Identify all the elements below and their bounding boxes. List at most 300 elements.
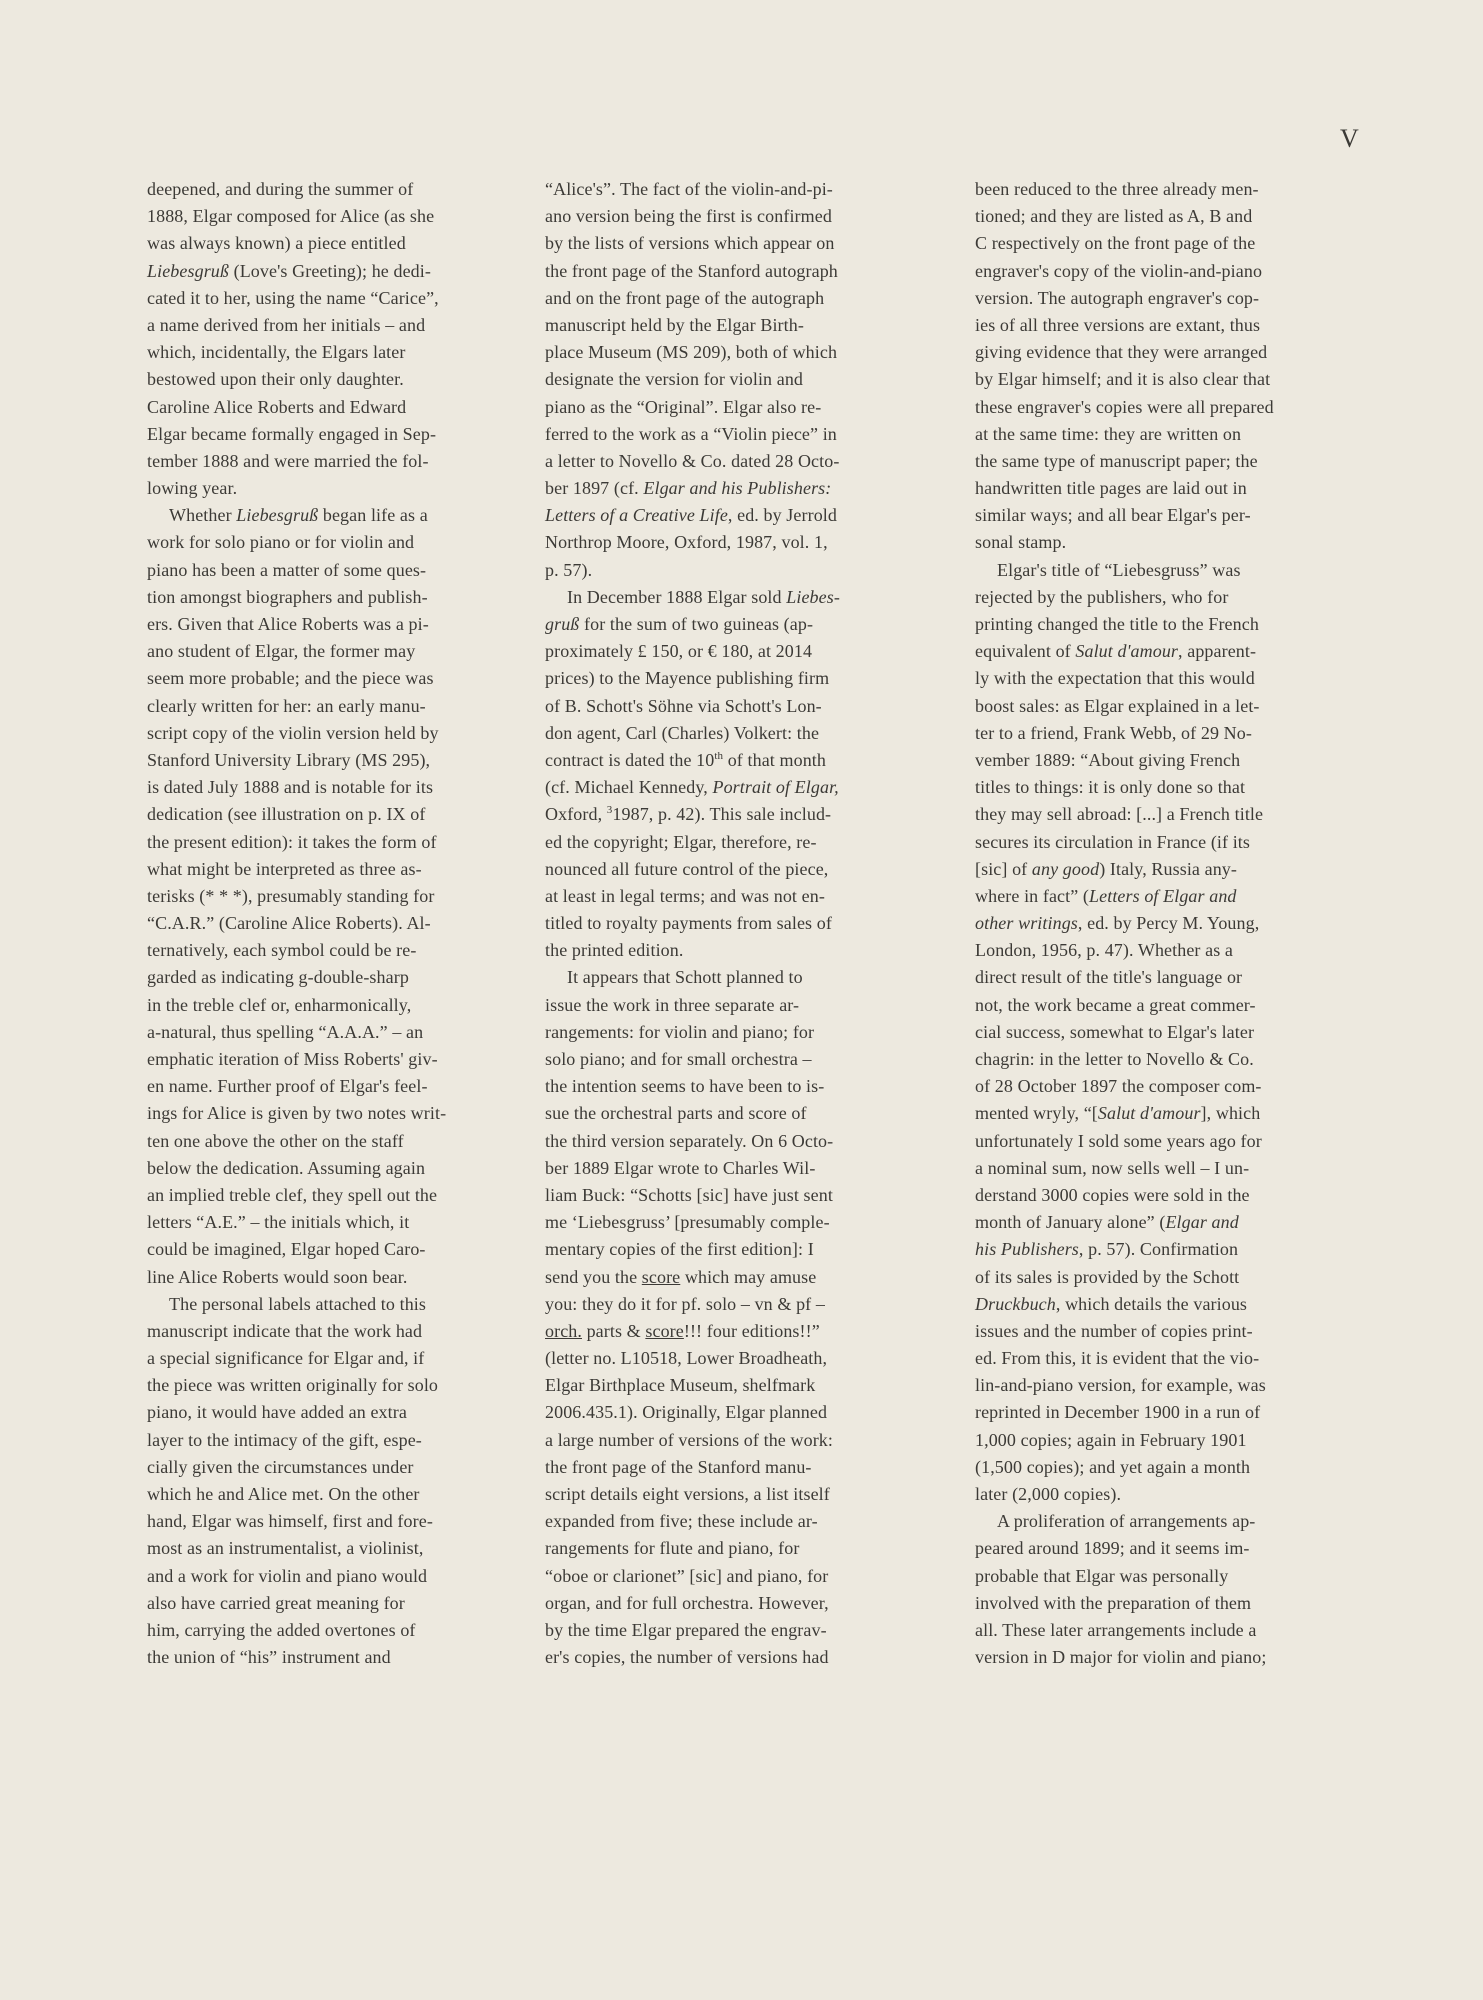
text-line [975,665,1321,692]
text-segment: , which details the various [1055,1293,1248,1314]
text-segment: hand, Elgar was himself, first and fore- [147,1511,433,1532]
text-segment: equivalent of [975,641,1076,662]
text-segment: handwritten title pages are laid out in [975,478,1247,499]
text-segment: the front page of the Stanford autograph [545,260,838,281]
text-segment: the printed edition. [545,940,684,961]
text-line [147,937,493,964]
text-segment: 2006.435.1). Originally, Elgar planned [545,1402,828,1423]
text-line [545,312,891,339]
text-segment: and a work for violin and piano would [147,1565,428,1586]
text-line [147,1019,493,1046]
text-line [545,693,891,720]
text-segment: version in D major for violin and piano; [975,1647,1267,1668]
text-line [147,1427,493,1454]
italic-text: Letters of a Creative Life [545,505,728,526]
text-line [147,964,493,991]
text-line [975,801,1321,828]
text-line [975,529,1321,556]
text-line [975,1291,1321,1318]
text-line [147,312,493,339]
text-segment: they may sell abroad: [...] a French title [975,804,1264,825]
text-line [545,720,891,747]
text-segment: clearly written for her: an early manu- [147,695,426,716]
text-segment: is dated July 1888 and is notable for its [147,777,434,798]
text-segment: also have carried great meaning for [147,1592,405,1613]
text-line [545,638,891,665]
text-segment: was always known) a piece entitled [147,233,406,254]
text-segment: , p. 57). Confirmation [1078,1239,1239,1260]
text-line [975,1182,1321,1209]
text-segment: er's copies, the number of versions had [545,1647,829,1668]
text-segment: a large number of versions of the work: [545,1429,833,1450]
text-line [975,937,1321,964]
text-line [975,1019,1321,1046]
text-line [975,1535,1321,1562]
text-segment: designate the version for violin and [545,369,804,390]
text-line [545,1155,891,1182]
text-line [545,1399,891,1426]
text-line [975,1481,1321,1508]
text-segment: chagrin: in the letter to Novello & Co. [975,1049,1254,1069]
text-line [975,1617,1321,1644]
text-line [147,529,493,556]
text-segment: contract is dated the 10 [545,749,715,770]
text-segment: you: they do it for pf. solo – vn & pf – [545,1293,825,1314]
text-line [545,1508,891,1535]
text-segment: unfortunately I sold some years ago for [975,1130,1262,1151]
text-segment: (cf. Michael Kennedy, [545,777,713,798]
text-segment: piano as the “Original”. Elgar also re- [545,396,822,417]
text-line [147,1481,493,1508]
text-line [975,448,1321,475]
text-line [545,1073,891,1100]
text-line [975,693,1321,720]
text-segment: the union of “his” instrument and [147,1647,391,1668]
text-line [975,1590,1321,1617]
text-segment: (letter no. L10518, Lower Broadheath, [545,1348,828,1369]
text-segment: Northrop Moore, Oxford, 1987, vol. 1, [545,532,828,553]
text-line [147,720,493,747]
text-line [975,339,1321,366]
text-segment: which, incidentally, the Elgars later [147,342,406,363]
text-segment: dedication (see illustration on p. IX of [147,804,426,825]
text-segment: ies of all three versions are extant, thus [975,314,1261,335]
text-line [975,1128,1321,1155]
text-segment: an implied treble clef, they spell out the [147,1184,438,1205]
text-segment: terisks (* * *), presumably standing for [147,885,435,906]
text-segment: seem more probable; and the piece was [147,668,434,689]
text-line [147,611,493,638]
underlined-text: score [645,1320,684,1341]
text-line [975,1209,1321,1236]
text-segment: letters “A.E.” – the initials which, it [147,1212,410,1233]
text-segment: piano, it would have added an extra [147,1402,407,1423]
text-line [147,829,493,856]
text-line [545,964,891,991]
text-line [147,1209,493,1236]
text-segment: rangements for flute and piano, for [545,1538,800,1559]
text-segment: expanded from five; these include ar- [545,1511,818,1532]
text-line [975,992,1321,1019]
text-line [975,1427,1321,1454]
text-line [545,1019,891,1046]
text-segment: a name derived from her initials – and [147,314,426,335]
text-line [975,1399,1321,1426]
text-segment: secures its circulation in France (if its [975,831,1251,852]
text-segment: direct result of the title's language or [975,967,1243,988]
text-segment: p. 57). [545,559,593,580]
text-line [975,1508,1321,1535]
text-line [545,774,891,801]
text-segment: sonal stamp. [975,532,1067,553]
text-line [975,1563,1321,1590]
text-line [147,1617,493,1644]
text-line [147,693,493,720]
text-segment: these engraver's copies were all prepared [975,396,1274,417]
text-segment: It appears that Schott planned to [567,967,803,988]
text-line [975,910,1321,937]
text-segment: reprinted in December 1900 in a run of [975,1402,1261,1423]
text-segment: which may amuse [680,1266,817,1287]
text-segment: lowing year. [147,478,238,499]
text-line [545,1236,891,1263]
text-segment: garded as indicating g-double-sharp [147,967,409,988]
text-line [975,1264,1321,1291]
text-line [545,1644,891,1671]
text-segment: derstand 3000 copies were sold in the [975,1184,1250,1205]
text-line [147,1073,493,1100]
text-segment: titled to royalty payments from sales of [545,913,832,934]
text-line [545,339,891,366]
text-segment: ed. From this, it is evident that the vio- [975,1348,1260,1369]
text-line [147,1155,493,1182]
text-line [975,475,1321,502]
text-segment: The personal labels attached to this [169,1293,427,1314]
text-line [545,1563,891,1590]
text-line [975,1073,1321,1100]
text-line [545,475,891,502]
text-segment: 1,000 copies; again in February 1901 [975,1429,1247,1450]
text-line [975,611,1321,638]
text-segment: where in fact” ( [975,885,1090,906]
text-line [147,258,493,285]
text-segment: ano version being the first is confirmed [545,206,832,227]
text-segment: , ed. by Jerrold [727,505,837,526]
italic-text: Salut d'amour [1097,1103,1201,1124]
text-line [975,584,1321,611]
text-line [975,638,1321,665]
text-line [975,1318,1321,1345]
text-line [147,747,493,774]
text-segment: tioned; and they are listed as A, B and [975,206,1253,227]
text-line [147,1508,493,1535]
text-segment: lin-and-piano version, for example, was [975,1375,1266,1396]
text-line [975,829,1321,856]
text-line [545,1427,891,1454]
text-segment: C respectively on the front page of the [975,233,1256,254]
text-line [147,203,493,230]
text-segment: emphatic iteration of Miss Roberts' giv- [147,1049,438,1069]
text-column-1 [147,176,493,1671]
text-line [545,1454,891,1481]
text-segment: peared around 1899; and it seems im- [975,1538,1250,1559]
text-line [147,176,493,203]
text-segment: Elgar became formally engaged in Sep- [147,423,437,444]
text-line [545,747,891,774]
text-segment: which he and Alice met. On the other [147,1484,420,1504]
text-line [545,801,891,828]
text-line [975,285,1321,312]
text-segment: rangements: for violin and piano; for [545,1021,815,1042]
text-line [147,1100,493,1127]
text-line [975,176,1321,203]
text-segment: manuscript held by the Elgar Birth- [545,314,804,335]
text-line [147,1046,493,1073]
italic-text: Elgar and his Publishers: [643,478,832,499]
text-segment: could be imagined, Elgar hoped Caro- [147,1239,426,1260]
text-line [545,557,891,584]
text-line [147,339,493,366]
text-segment: place Museum (MS 209), both of which [545,342,838,363]
text-line [975,720,1321,747]
text-line [147,584,493,611]
text-line [147,1318,493,1345]
text-segment: , apparent- [1178,641,1257,662]
text-column-3 [975,176,1321,1671]
text-line [975,1454,1321,1481]
text-segment: deepened, and during the summer of [147,179,414,199]
text-segment: mentary copies of the first edition]: I [545,1239,814,1260]
text-line [147,448,493,475]
text-segment: me ‘Liebesgruss’ [presumably comple- [545,1212,830,1233]
text-segment: ber 1897 (cf. [545,478,644,499]
text-line [545,366,891,393]
text-line [545,883,891,910]
text-segment: ano student of Elgar, the former may [147,641,416,662]
text-line [975,1046,1321,1073]
text-segment: Elgar's title of “Liebesgruss” was [997,559,1241,580]
text-segment: in the treble clef or, enharmonically, [147,994,412,1015]
text-segment: the intention seems to have been to is- [545,1076,825,1097]
text-line [545,665,891,692]
text-segment: ly with the expectation that this would [975,668,1255,689]
text-segment: prices) to the Mayence publishing firm [545,668,830,689]
superscript-text: 3 [606,804,613,817]
text-segment: issue the work in three separate ar- [545,994,800,1015]
text-line [147,1236,493,1263]
text-segment: ter to a friend, Frank Webb, of 29 No- [975,722,1252,743]
text-line [975,1100,1321,1127]
text-segment: below the dedication. Assuming again [147,1157,426,1178]
text-segment: Stanford University Library (MS 295), [147,749,431,770]
text-line [545,176,891,203]
text-line [975,774,1321,801]
text-segment: a nominal sum, now sells well – I un- [975,1157,1250,1178]
text-segment: proximately £ 150, or € 180, at 2014 [545,641,813,662]
text-segment: ten one above the other on the staff [147,1130,404,1151]
text-segment: rejected by the publishers, who for [975,586,1229,607]
text-segment: for the sum of two guineas (ap- [579,614,814,634]
text-segment: boost sales: as Elgar explained in a let- [975,695,1260,716]
text-segment: mented wryly, “[ [975,1103,1098,1124]
text-line [147,557,493,584]
text-segment: month of January alone” ( [975,1212,1166,1233]
text-line [975,1236,1321,1263]
text-line [147,665,493,692]
text-segment: a letter to Novello & Co. dated 28 Octo- [545,450,840,471]
text-segment: Whether [169,505,237,526]
text-line [545,1481,891,1508]
text-line [545,910,891,937]
text-segment: a-natural, thus spelling “A.A.A.” – an [147,1021,424,1042]
text-segment: what might be interpreted as three as- [147,858,422,879]
text-segment: of its sales is provided by the Schott [975,1266,1240,1287]
text-line [147,774,493,801]
text-segment: probable that Elgar was personally [975,1565,1229,1586]
text-segment: organ, and for full orchestra. However, [545,1592,829,1613]
text-segment: piano has been a matter of some ques- [147,559,427,580]
text-segment: (1,500 copies); and yet again a month [975,1456,1251,1477]
text-line [975,421,1321,448]
text-segment: been reduced to the three already men- [975,179,1259,199]
text-segment: don agent, Carl (Charles) Volkert: the [545,722,820,743]
text-segment: ferred to the work as a “Violin piece” in [545,423,837,444]
underlined-text: score [641,1266,681,1287]
text-line [545,448,891,475]
text-segment: a special significance for Elgar and, if [147,1348,425,1369]
text-line [545,1345,891,1372]
text-segment: script copy of the violin version held by [147,722,439,743]
text-segment: the piece was written originally for solo [147,1375,439,1396]
text-line [545,421,891,448]
text-segment: all. These later arrangements include a [975,1619,1257,1640]
text-line [545,1535,891,1562]
text-line [147,856,493,883]
text-line [545,230,891,257]
text-column-2 [545,176,891,1671]
text-line [147,1590,493,1617]
text-segment: 1888, Elgar composed for Alice (as she [147,206,435,227]
italic-text: other writings [975,913,1078,934]
page-number: V [1340,124,1360,153]
text-line [147,1128,493,1155]
text-segment: by the time Elgar prepared the engrav- [545,1619,827,1640]
text-segment: “C.A.R.” (Caroline Alice Roberts). Al- [147,913,431,934]
text-line [545,1318,891,1345]
text-line [545,529,891,556]
superscript-text: th [714,749,724,762]
text-line [147,1399,493,1426]
text-segment: at least in legal terms; and was not en- [545,885,825,906]
text-segment: Elgar Birthplace Museum, shelfmark [545,1375,816,1396]
text-line [975,557,1321,584]
text-segment: ber 1889 Elgar wrote to Charles Wil- [545,1157,816,1178]
text-line [545,203,891,230]
text-line [147,910,493,937]
text-segment: cial success, somewhat to Elgar's later [975,1021,1255,1042]
text-line [545,258,891,285]
text-segment: of that month [723,749,826,770]
text-segment: bestowed upon their only daughter. [147,369,404,390]
text-line [147,883,493,910]
text-line [147,992,493,1019]
text-segment: version. The autograph engraver's cop- [975,287,1260,308]
text-line [545,1046,891,1073]
text-segment: parts & [581,1320,646,1341]
text-line [975,258,1321,285]
text-segment: cated it to her, using the name “Carice”, [147,287,439,308]
text-segment: at the same time: they are written on [975,423,1242,444]
text-segment: en name. Further proof of Elgar's feel- [147,1076,428,1097]
text-segment: work for solo piano or for violin and [147,532,415,553]
text-segment: ers. Given that Alice Roberts was a pi- [147,614,429,634]
text-line [147,421,493,448]
text-segment: ], which [1200,1103,1261,1124]
text-line [975,502,1321,529]
italic-text: his Publishers [975,1239,1079,1260]
text-line [975,856,1321,883]
text-segment: layer to the intimacy of the gift, espe- [147,1429,422,1450]
text-line [147,801,493,828]
text-line [147,285,493,312]
italic-text: Letters of Elgar and [1089,885,1237,906]
text-line [545,992,891,1019]
text-line [147,1454,493,1481]
text-line [147,1264,493,1291]
text-segment: In December 1888 Elgar sold [567,586,787,607]
text-segment: manuscript indicate that the work had [147,1320,423,1341]
italic-text: Liebes- [786,586,840,607]
text-line [545,856,891,883]
text-segment: sue the orchestral parts and score of [545,1103,807,1124]
text-segment: !!! four editions!!” [683,1320,820,1341]
text-segment: ed the copyright; Elgar, therefore, re- [545,831,817,852]
text-line [147,1535,493,1562]
text-segment: him, carrying the added overtones of [147,1619,416,1640]
text-segment: liam Buck: “Schotts [sic] have just sent [545,1184,833,1205]
text-segment: nounced all future control of the piece, [545,858,829,879]
text-line [545,1372,891,1399]
text-line [975,230,1321,257]
text-segment: issues and the number of copies print- [975,1320,1253,1341]
text-line [975,203,1321,230]
text-segment: began life as a [318,505,428,526]
text-line [545,1128,891,1155]
text-segment: not, the work became a great commer- [975,994,1256,1015]
text-line [545,1264,891,1291]
text-line [545,502,891,529]
text-segment: giving evidence that they were arranged [975,342,1268,363]
text-line [147,1372,493,1399]
text-segment: titles to things: it is only done so that [975,777,1246,798]
text-segment: printing changed the title to the French [975,614,1259,634]
italic-text: Salut d'amour [1075,641,1179,662]
text-segment: [sic] of [975,858,1032,879]
text-segment: ternatively, each symbol could be re- [147,940,417,961]
text-line [147,394,493,421]
text-segment: by the lists of versions which appear on [545,233,835,254]
text-line [147,638,493,665]
text-segment: ings for Alice is given by two notes writ- [147,1103,447,1124]
text-line [147,1291,493,1318]
text-segment: (Love's Greeting); he dedi- [229,260,431,281]
text-segment: send you the [545,1266,642,1287]
text-segment: solo piano; and for small orchestra – [545,1049,812,1069]
text-line [545,394,891,421]
text-segment: Caroline Alice Roberts and Edward [147,396,407,417]
italic-text: Druckbuch [975,1293,1056,1314]
text-segment: A proliferation of arrangements ap- [997,1511,1256,1532]
